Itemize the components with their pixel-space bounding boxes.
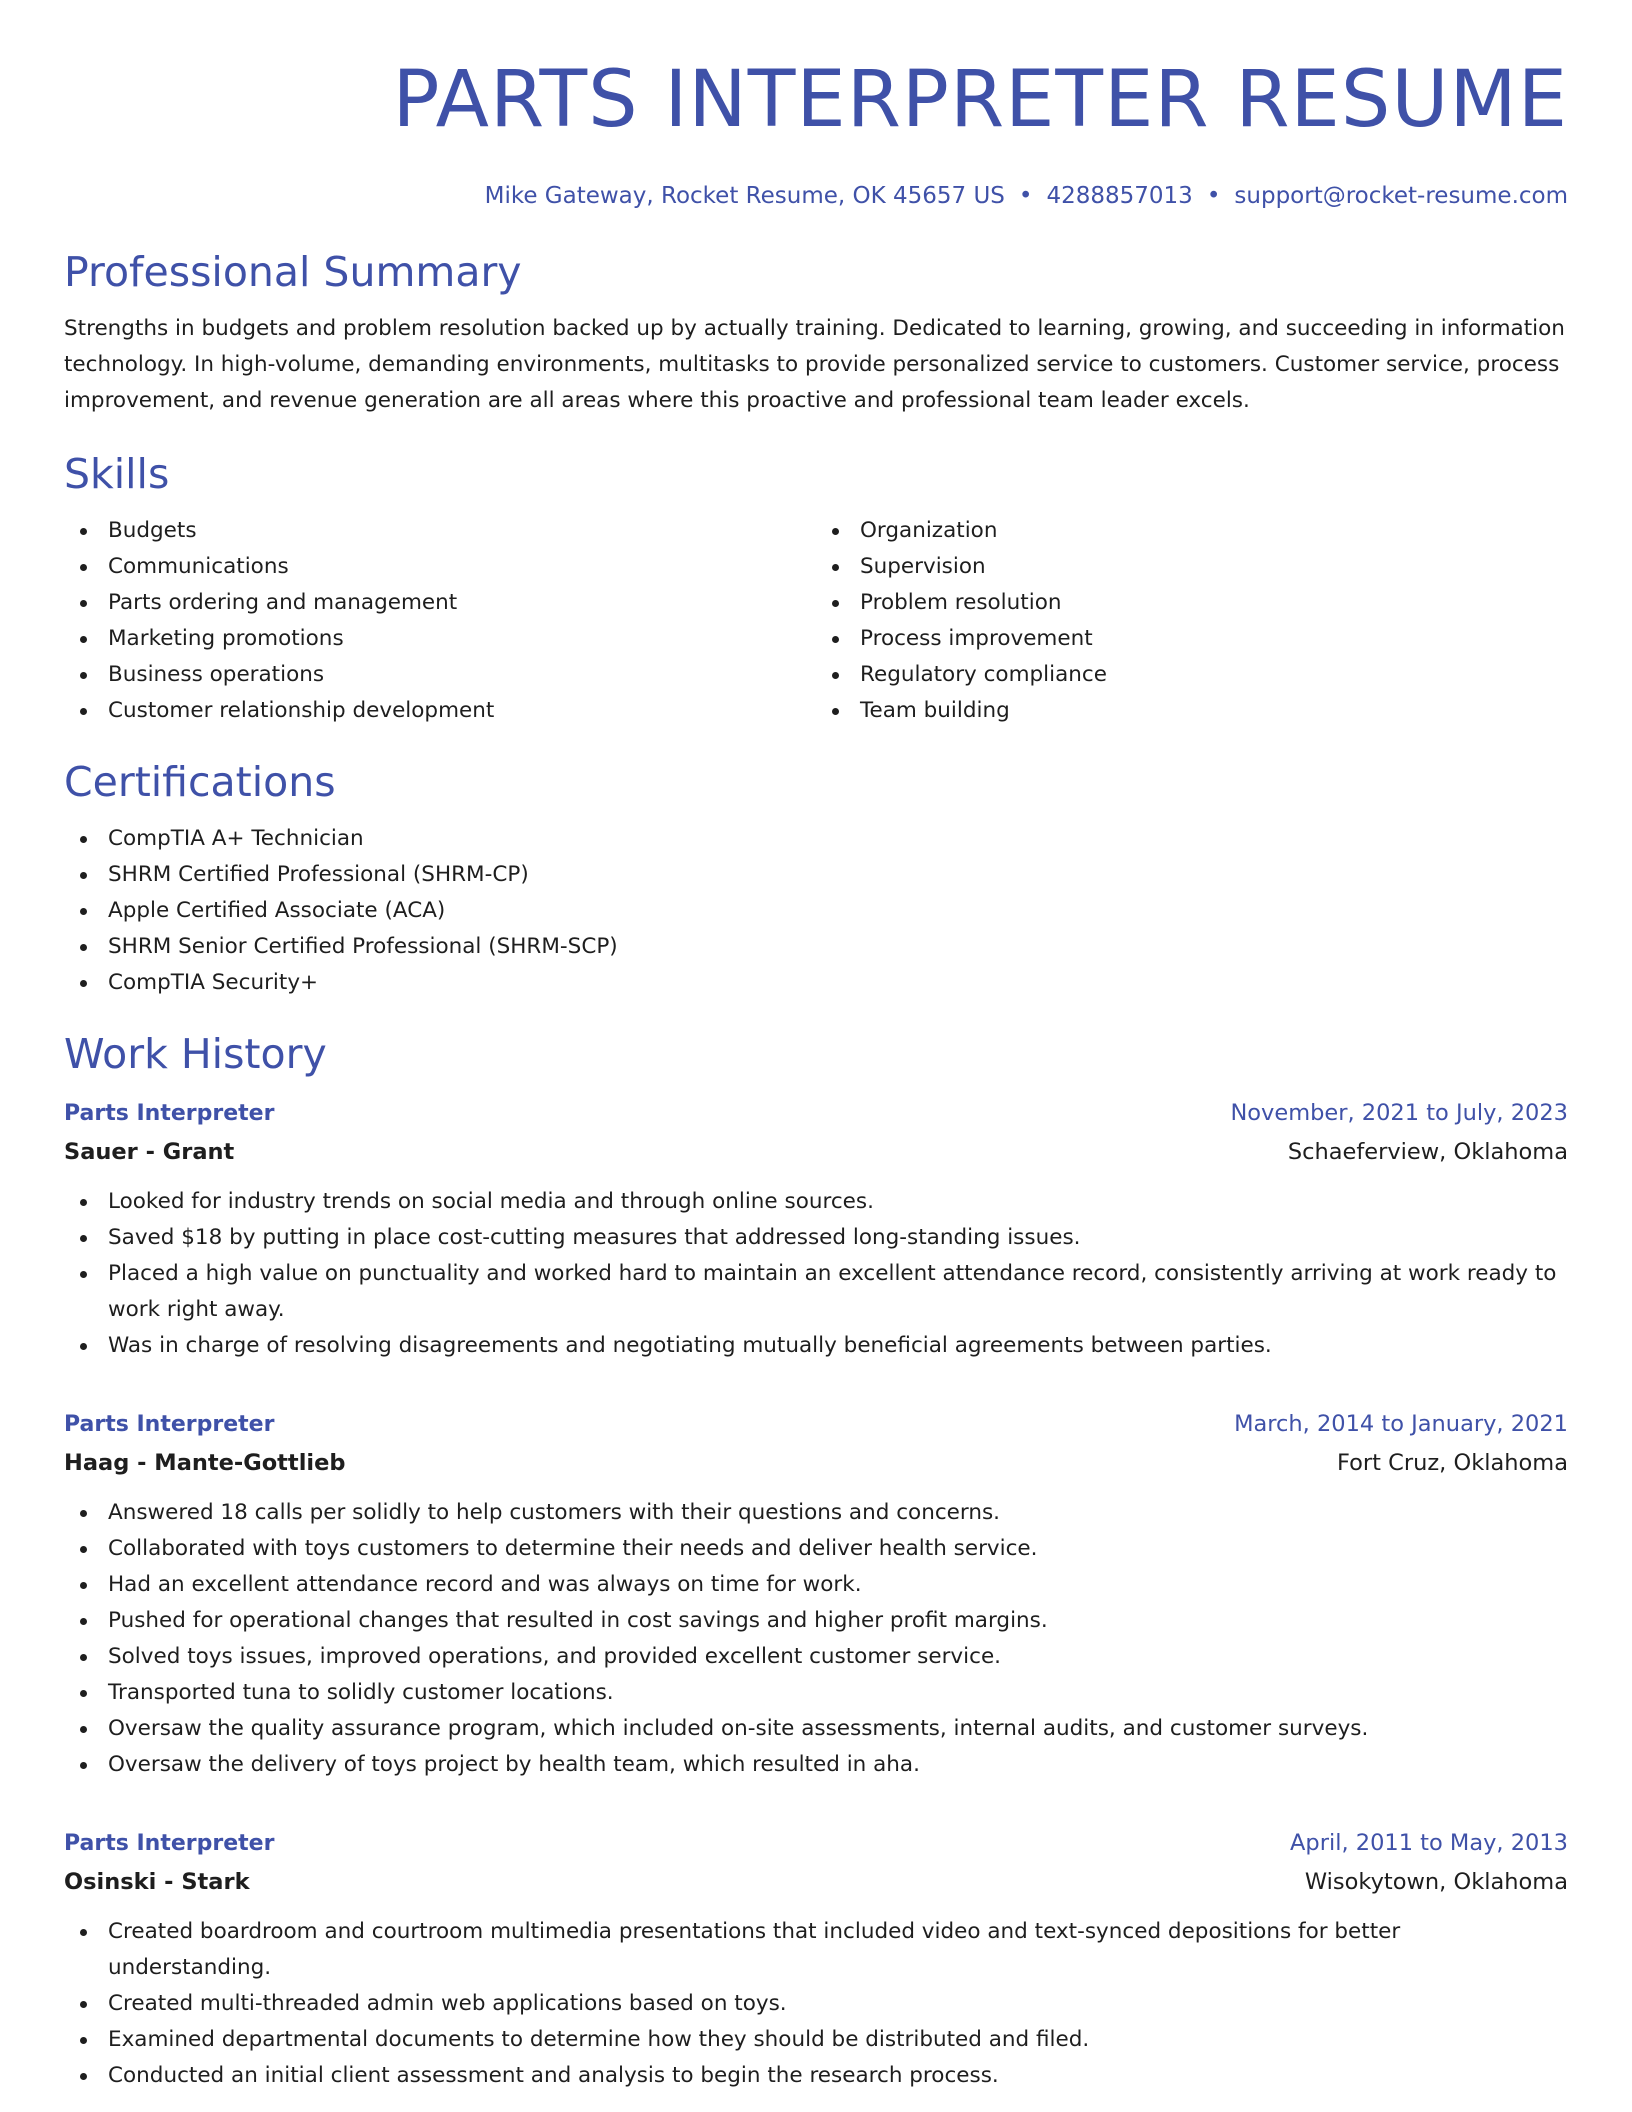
job-bullets (64, 1184, 1568, 1364)
job-bullets (64, 1914, 1568, 2094)
job-title-row (64, 1406, 1568, 1443)
job-location: Schaeferview, Oklahoma (1287, 1139, 1568, 1165)
job-dates: March, 2014 to January, 2021 (1234, 1411, 1568, 1437)
job-company: Haag - Mante-Gottlieb (64, 1450, 346, 1476)
certifications-list (64, 821, 1568, 1001)
job-bullet: Created multi-threaded admin web applications based on toys. (64, 1986, 1568, 2022)
contact-separator: • (1206, 183, 1221, 209)
job-bullet: Collaborated with toys customers to determine their needs and deliver health service. (64, 1531, 1568, 1567)
job-title: Parts Interpreter (64, 1831, 275, 1856)
summary-text: Strengths in budgets and problem resolution backed up by actually training. Dedicated to learning, growing, and succeeding in information technology. In high-volume, demanding environments, multitasks to provide personalized service to customers. Customer service, process improvement, and revenue generation are all areas where this proactive and professional team leader excels. (64, 316, 1565, 413)
skills-heading: Skills (64, 450, 170, 498)
job-bullet: Saved $18 by putting in place cost-cutting measures that addressed long-standing issues. (64, 1220, 1568, 1256)
job-dates: November, 2021 to July, 2023 (1230, 1100, 1568, 1126)
summary-heading: Professional Summary (64, 248, 522, 296)
certification-item: SHRM Certified Professional (SHRM-CP) (64, 857, 1568, 893)
certification-item: CompTIA Security+ (64, 965, 1568, 1001)
job-entry (64, 1095, 1568, 1364)
skill-item: Process improvement (816, 621, 1568, 657)
skills-grid (64, 513, 1568, 729)
job-bullet: Oversaw the quality assurance program, which included on-site assessments, internal audits, and customer surveys. (64, 1711, 1568, 1747)
job-title: Parts Interpreter (64, 1412, 275, 1437)
contact-line (64, 180, 1568, 212)
contact-address: Mike Gateway, Rocket Resume, OK 45657 US (484, 183, 1005, 209)
job-bullet: Examined departmental documents to determine how they should be distributed and filed. (64, 2022, 1568, 2058)
skills-list-right (816, 513, 1568, 729)
job-location: Wisokytown, Oklahoma (1304, 1869, 1568, 1895)
resume-title: PARTS INTERPRETER RESUME (392, 55, 1568, 145)
work-history-heading: Work History (64, 1030, 327, 1078)
skill-item: Team building (816, 693, 1568, 729)
job-title-row (64, 1825, 1568, 1862)
job-location: Fort Cruz, Oklahoma (1337, 1450, 1568, 1476)
contact-phone: 4288857013 (1046, 183, 1193, 209)
job-title-row (64, 1095, 1568, 1132)
job-title: Parts Interpreter (64, 1101, 275, 1126)
skill-item: Customer relationship development (64, 693, 816, 729)
contact-email[interactable]: support@rocket-resume.com (1234, 183, 1568, 209)
skill-item: Organization (816, 513, 1568, 549)
contact-separator: • (1018, 183, 1033, 209)
job-company: Sauer - Grant (64, 1139, 235, 1165)
job-bullet: Answered 18 calls per solidly to help customers with their questions and concerns. (64, 1495, 1568, 1531)
job-entry (64, 1406, 1568, 1783)
work-history-list (64, 1095, 1568, 2094)
skill-item: Regulatory compliance (816, 657, 1568, 693)
job-bullet: Looked for industry trends on social media and through online sources. (64, 1184, 1568, 1220)
job-dates: April, 2011 to May, 2013 (1290, 1830, 1568, 1856)
job-company-row (64, 1132, 1568, 1172)
skills-list-left (64, 513, 816, 729)
certification-item: CompTIA A+ Technician (64, 821, 1568, 857)
skill-item: Budgets (64, 513, 816, 549)
job-bullet: Oversaw the delivery of toys project by health team, which resulted in aha. (64, 1747, 1568, 1783)
job-bullets (64, 1495, 1568, 1783)
job-company-row (64, 1443, 1568, 1483)
job-bullet: Was in charge of resolving disagreements and negotiating mutually beneficial agreements between parties. (64, 1328, 1568, 1364)
skill-item: Problem resolution (816, 585, 1568, 621)
job-bullet: Solved toys issues, improved operations, and provided excellent customer service. (64, 1639, 1568, 1675)
job-bullet: Created boardroom and courtroom multimedia presentations that included video and text-synced depositions for better understanding. (64, 1914, 1568, 1986)
certification-item: Apple Certified Associate (ACA) (64, 893, 1568, 929)
skill-item: Marketing promotions (64, 621, 816, 657)
certification-item: SHRM Senior Certified Professional (SHRM-SCP) (64, 929, 1568, 965)
job-entry (64, 1825, 1568, 2094)
job-bullet: Conducted an initial client assessment and analysis to begin the research process. (64, 2058, 1568, 2094)
skill-item: Supervision (816, 549, 1568, 585)
job-company: Osinski - Stark (64, 1869, 250, 1895)
job-bullet: Had an excellent attendance record and was always on time for work. (64, 1567, 1568, 1603)
job-bullet: Pushed for operational changes that resulted in cost savings and higher profit margins. (64, 1603, 1568, 1639)
skill-item: Business operations (64, 657, 816, 693)
job-bullet: Placed a high value on punctuality and worked hard to maintain an excellent attendance record, consistently arriving at work ready to work right away. (64, 1256, 1568, 1328)
job-bullet: Transported tuna to solidly customer locations. (64, 1675, 1568, 1711)
certifications-heading: Certifications (64, 758, 336, 806)
job-company-row (64, 1862, 1568, 1902)
skill-item: Parts ordering and management (64, 585, 816, 621)
skill-item: Communications (64, 549, 816, 585)
